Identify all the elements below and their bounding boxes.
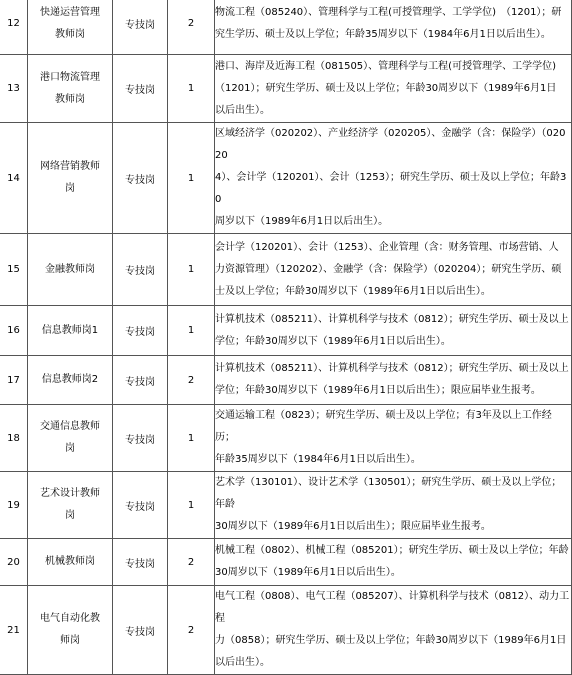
requirements: 交通运输工程（0823）；研究生学历、硕士及以上学位；有3年及以上工作经历； 年龄35周岁以下（1984年6月1日以后出生）。 xyxy=(215,405,572,472)
hiring-count: 1 xyxy=(168,472,215,539)
position-type: 专技岗 xyxy=(113,123,168,234)
requirements: 艺术学（130101）、设计艺术学（130501）；研究生学历、硕士及以上学位；年龄 30周岁以下（1989年6月1日以后出生）；限应届毕业生报考。 xyxy=(215,472,572,539)
row-number: 13 xyxy=(0,55,28,123)
table-row xyxy=(0,0,572,55)
requirements: 会计学（120201）、会计（1253）、企业管理（含：财务管理、市场营销、人 力资源管理）（120202）、金融学（含：保险学）（020204）；研究生学历、硕 士及以上学位；年龄30周岁以下（1989年6月1日以后出生）。 xyxy=(215,234,572,306)
row-number: 15 xyxy=(0,234,28,306)
row-number: 20 xyxy=(0,539,28,586)
position-title: 港口物流管理 教师岗 xyxy=(28,55,113,123)
hiring-count: 1 xyxy=(168,306,215,356)
row-number: 16 xyxy=(0,306,28,356)
row-number: 18 xyxy=(0,405,28,472)
position-type: 专技岗 xyxy=(113,55,168,123)
table-row xyxy=(0,306,572,356)
position-type: 专技岗 xyxy=(113,539,168,586)
hiring-count: 1 xyxy=(168,234,215,306)
position-type: 专技岗 xyxy=(113,234,168,306)
requirements: 计算机技术（085211）、计算机科学与技术（0812）；研究生学历、硕士及以上 学位；年龄30周岁以下（1989年6月1日以后出生）；限应届毕业生报考。 xyxy=(215,356,572,405)
hiring-count: 2 xyxy=(168,539,215,586)
row-number: 21 xyxy=(0,586,28,675)
position-type: 专技岗 xyxy=(113,472,168,539)
position-title: 电气自动化教 师岗 xyxy=(28,586,113,675)
position-type: 专技岗 xyxy=(113,405,168,472)
position-title: 机械教师岗 xyxy=(28,539,113,586)
hiring-count: 2 xyxy=(168,586,215,675)
row-number: 14 xyxy=(0,123,28,234)
requirements: 港口、海岸及近海工程（081505）、管理科学与工程(可授管理学、工学学位) （1201）；研究生学历、硕士及以上学位；年龄30周岁以下（1989年6月1日 以后出生）。 xyxy=(215,55,572,123)
position-type: 专技岗 xyxy=(113,586,168,675)
table-row xyxy=(0,234,572,306)
position-title: 网络营销教师 岗 xyxy=(28,123,113,234)
position-type: 专技岗 xyxy=(113,356,168,405)
table-row xyxy=(0,356,572,405)
hiring-count: 1 xyxy=(168,405,215,472)
table-row xyxy=(0,123,572,234)
position-type: 专技岗 xyxy=(113,0,168,55)
position-title: 金融教师岗 xyxy=(28,234,113,306)
position-type: 专技岗 xyxy=(113,306,168,356)
requirements: 物流工程（085240）、管理科学与工程(可授管理学、工学学位) （1201）；研 究生学历、硕士及以上学位；年龄35周岁以下（1984年6月1日以后出生）。 xyxy=(215,0,572,55)
position-title: 交通信息教师 岗 xyxy=(28,405,113,472)
position-title: 信息教师岗2 xyxy=(28,356,113,405)
position-title: 艺术设计教师 岗 xyxy=(28,472,113,539)
row-number: 17 xyxy=(0,356,28,405)
hiring-count: 1 xyxy=(168,55,215,123)
table-row xyxy=(0,539,572,586)
table-row xyxy=(0,55,572,123)
row-number: 12 xyxy=(0,0,28,55)
hiring-count: 2 xyxy=(168,356,215,405)
table-row xyxy=(0,405,572,472)
row-number: 19 xyxy=(0,472,28,539)
position-title: 信息教师岗1 xyxy=(28,306,113,356)
hiring-count: 2 xyxy=(168,0,215,55)
requirements: 计算机技术（085211）、计算机科学与技术（0812）；研究生学历、硕士及以上 学位；年龄30周岁以下（1989年6月1日以后出生）。 xyxy=(215,306,572,356)
table-row xyxy=(0,586,572,675)
requirements: 区域经济学（020202）、产业经济学（020205）、金融学（含：保险学）（02020 4）、会计学（120201）、会计（1253）；研究生学历、硕士及以上学位；年龄30 周岁以下（1989年6月1日以后出生）。 xyxy=(215,123,572,234)
table-row xyxy=(0,472,572,539)
position-title: 快递运营管理 教师岗 xyxy=(28,0,113,55)
requirements: 机械工程（0802）、机械工程（085201）；研究生学历、硕士及以上学位；年龄 30周岁以下（1989年6月1日以后出生）。 xyxy=(215,539,572,586)
hiring-count: 1 xyxy=(168,123,215,234)
requirements: 电气工程（0808）、电气工程（085207）、计算机科学与技术（0812）、动力工程 力（0858）；研究生学历、硕士及以上学位；年龄30周岁以下（1989年6月1日 以后出生）。 xyxy=(215,586,572,675)
